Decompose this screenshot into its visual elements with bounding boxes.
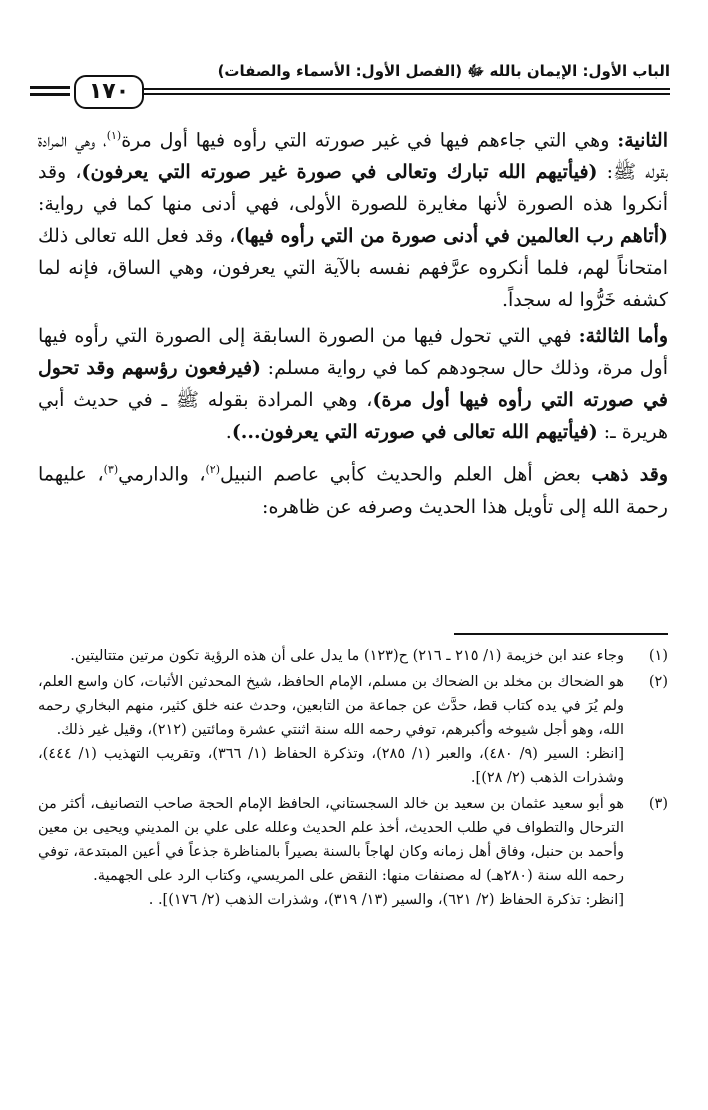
text-run: ، وهي المرادة بقوله ﷺ: bbox=[38, 129, 669, 184]
footnote-ref[interactable]: (١) bbox=[106, 129, 122, 142]
footnote-number: (٢) bbox=[648, 674, 668, 690]
header-rule bbox=[140, 93, 670, 95]
footnote-number: (١) bbox=[648, 648, 668, 664]
footnote-separator bbox=[454, 633, 668, 635]
footnote-number: (٣) bbox=[648, 796, 668, 812]
paragraph-lead: الثانية: bbox=[617, 129, 668, 152]
page-header bbox=[30, 58, 670, 110]
footnote-text: هو أبو سعيد عثمان بن سعيد بن خالد السجستاني، الحافظ الإمام الحجة صاحب التصانيف، أكثر من الترحال والتطواف في طلب الحديث، أخذ علم الحديث وعلله على علي بن المديني ويحيى بن معين وأحمد بن حنبل، وفاق أهل زمانه وكان لهاجاً بالسنة بصيراً بالمناظرة جذعاً في أعين المبتدعة، توفي رحمه الله سنة (٢٨٠هـ) له مصنفات منها: النقض على المريسي، وكتاب الرد على الجهمية. bbox=[38, 796, 624, 884]
text-run: . bbox=[225, 421, 232, 444]
hadith-quote: (أتاهم رب العالمين في أدنى صورة من التي رأوه فيها) bbox=[235, 225, 668, 248]
paragraph bbox=[38, 320, 668, 448]
page-number: ١٧٠ bbox=[74, 75, 144, 109]
paragraph-lead: وأما الثالثة: bbox=[578, 325, 668, 348]
text-run: ، وقد فعل الله تعالى ذلك امتحاناً لهم، فلما أنكروه عرَّفهم نفسه بالآية التي يعرفون، وهي الساق، فإنه لما كشفه خَرُّوا له سجداً. bbox=[38, 225, 668, 312]
text-run: وهي التي جاءهم فيها في غير صورته التي رأوه فيها أول مرة bbox=[121, 129, 618, 152]
footnote-ref[interactable]: (٣) bbox=[103, 463, 119, 477]
text-run: ، وقد أنكروا هذه الصورة لأنها مغايرة للصورة الأولى، فهي أدنى منها كما في رواية: bbox=[38, 161, 668, 216]
text-run: ، عليهما رحمة الله إلى تأويل هذا الحديث وصرفه عن ظاهره: bbox=[38, 463, 668, 518]
running-title: الباب الأول: الإيمان بالله ﷻ (الفصل الأول: الأسماء والصفات) bbox=[217, 62, 670, 80]
hadith-quote: (فيرفعون رؤسهم وقد تحول في صورته التي رأوه فيها أول مرة) bbox=[38, 357, 669, 412]
paragraph bbox=[38, 120, 668, 316]
header-dash bbox=[30, 93, 70, 96]
hadith-quote: (فيأتيهم الله تعالى في صورته التي يعرفون...) bbox=[231, 421, 598, 444]
footnote bbox=[38, 792, 668, 912]
header-rule bbox=[140, 88, 670, 90]
main-text bbox=[38, 120, 668, 523]
text-run: ، وهي المرادة بقوله ﷺ ـ في حديث أبي هريرة ـ: bbox=[38, 389, 668, 444]
paragraph-lead: وقد ذهب bbox=[591, 463, 669, 486]
footnote bbox=[38, 670, 668, 790]
text-run: بعض أهل العلم والحديث كأبي عاصم النبيل bbox=[220, 463, 592, 486]
footnote-text: وجاء عند ابن خزيمة (١/ ٢١٥ ـ ٢١٦) ح(١٢٣) ما يدل على أن هذه الرؤية تكون مرتين متتاليتين. bbox=[70, 648, 624, 664]
text-run: فهي التي تحول فيها من الصورة السابقة إلى الصورة التي رأوه فيها أول مرة، وذلك حال سجودهم كما في رواية مسلم: bbox=[38, 325, 668, 380]
footnote-source: [انظر: السير (٩/ ٤٨٠)، والعبر (١/ ٢٨٥)، وتذكرة الحفاظ (١/ ٣٦٦)، وتقريب التهذيب (١/ ٤٤٤)، وشذرات الذهب (٢/ ٢٨)]. bbox=[38, 746, 624, 786]
footnote-text: هو الضحاك بن مخلد بن الضحاك بن مسلم، الإمام الحافظ، شيخ المحدثين الأثبات، كان واسع العلم، ولم يُرَ في يده كتاب قط، حدَّث عن جماعة من التابعين، وحدث عنه خلق كثير، منهم البخاري رحمه الله، وهو أجل شيوخه وأكبرهم، توفي رحمه الله سنة اثنتي عشرة ومائتين (٢١٢)، وقيل غير ذلك. bbox=[38, 674, 624, 738]
text-run: ، والدارمي bbox=[118, 463, 206, 486]
footnote-ref[interactable]: (٢) bbox=[205, 463, 221, 477]
paragraph bbox=[38, 454, 668, 522]
hadith-quote: (فيأتيهم الله تبارك وتعالى في صورة غير صورته التي يعرفون) bbox=[81, 161, 598, 184]
header-dash bbox=[30, 86, 70, 89]
footnotes bbox=[38, 644, 668, 914]
footnote-source: [انظر: تذكرة الحفاظ (٢/ ٦٢١)، والسير (١٣/ ٣١٩)، وشذرات الذهب (٢/ ١٧٦)]. . bbox=[148, 892, 624, 908]
footnote bbox=[38, 644, 668, 668]
